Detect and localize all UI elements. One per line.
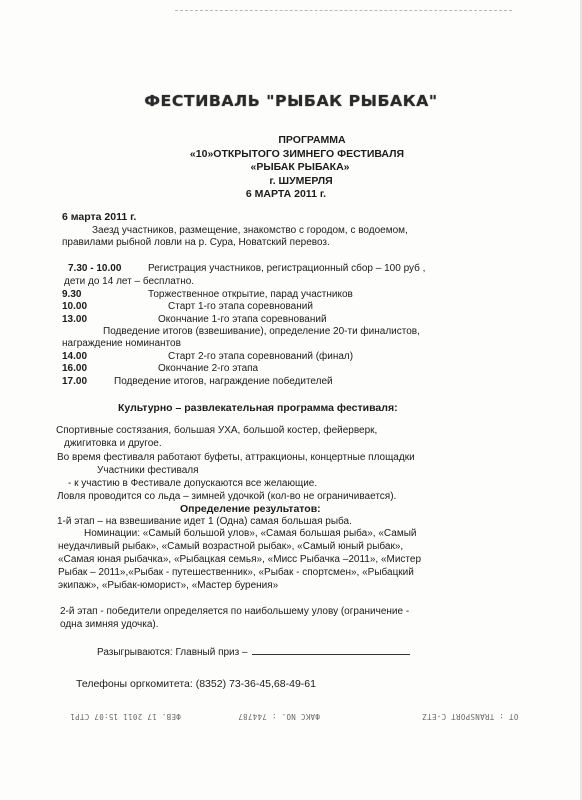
culture-line: Участники фестиваля <box>97 465 199 476</box>
schedule-text: Регистрация участников, регистрационный сбор – 100 руб , <box>148 263 426 274</box>
program-heading: ПРОГРАММА <box>278 134 346 146</box>
schedule-text: Старт 2-го этапа соревнований (финал) <box>168 351 354 362</box>
schedule-text: Торжественное открытие, парад участников <box>148 289 353 300</box>
stage2-line: одна зимняя удочка). <box>60 619 159 630</box>
schedule-time: 16.00 <box>62 363 88 374</box>
schedule-time: 13.00 <box>62 314 88 325</box>
schedule-time: 10.00 <box>62 301 88 312</box>
schedule-text: Подведение итогов (взвешивание), определение 20-ти финалистов, <box>103 326 420 337</box>
culture-line: джигитовка и другое. <box>64 438 162 449</box>
prize-label: Разыгрываются: Главный приз – <box>97 647 248 658</box>
fax-header-line <box>175 10 512 11</box>
schedule-text: Окончание 2-го этапа <box>158 363 259 374</box>
program-line-2: «10»ОТКРЫТОГО ЗИМНЕГО ФЕСТИВАЛЯ <box>189 147 405 160</box>
program-city: г. ШУМЕРЛЯ <box>269 174 333 187</box>
program-date: 6 МАРТА 2011 г. <box>245 188 327 200</box>
festival-title: ФЕСТИВАЛЬ "РЫБАК РЫБАКА" <box>144 92 438 110</box>
schedule-text: Старт 1-го этапа соревнований <box>168 301 313 312</box>
culture-line: Спортивные состязания, большая УХА, большой костер, фейерверк, <box>56 425 378 436</box>
fax-footer <box>0 712 582 726</box>
schedule-text: Подведение итогов, награждение победителей <box>114 376 333 387</box>
prize-line <box>97 645 410 660</box>
schedule-time: 17.00 <box>62 376 88 387</box>
fax-footer-sender: OT : TRANSPORT C-ETZ <box>422 712 519 721</box>
fax-footer-number: ФАКС NO. : 744787 <box>238 712 320 721</box>
schedule-text: Окончание 1-го этапа соревнований <box>158 314 327 325</box>
results-title: Определение результатов: <box>180 503 321 515</box>
schedule-time: 14.00 <box>62 351 88 362</box>
intro-line-2: правилами рыбной ловли на р. Сура, Новатский перевоз. <box>62 237 330 248</box>
phones-line: Телефоны оргкомитета: (8352) 73-36-45,68-49-61 <box>76 678 316 690</box>
results-line: неудачливый рыбак», «Самый возрастной рыбак», «Самый юный рыбак», <box>58 541 404 552</box>
results-line: Рыбак – 2011»,«Рыбак - путешественник», «Рыбак - спортсмен», «Рыбацкий <box>58 567 414 578</box>
fax-footer-datetime: ФЕВ. 17 2011 15:07 СТР1 <box>70 712 181 721</box>
results-line: Номинации: «Самый большой улов», «Самая большая рыба», «Самый <box>84 528 417 539</box>
results-line: 1-й этап – на взвешивание идет 1 (Одна) самая большая рыба. <box>57 516 352 527</box>
results-line: экипаж», «Рыбак-юморист», «Мастер бурения» <box>58 580 279 591</box>
schedule-time: 9.30 <box>62 289 82 300</box>
intro-line-1: Заезд участников, размещение, знакомство с городом, с водоемом, <box>92 225 408 236</box>
schedule-text-cont: награждение номинантов <box>62 338 181 349</box>
culture-line: Во время фестиваля работают буфеты, аттракционы, концертные площадки <box>57 452 415 463</box>
schedule-time: 7.30 - 10.00 <box>68 263 122 274</box>
date-heading: 6 марта 2011 г. <box>62 211 137 223</box>
stage2-line: 2-й этап - победители определяется по наибольшему улову (ограничение - <box>60 606 410 617</box>
culture-title: Культурно – развлекательная программа фестиваля: <box>118 402 398 414</box>
prize-blank <box>252 645 410 655</box>
culture-line: - к участию в Фестивале допускаются все желающие. <box>68 478 318 489</box>
program-header <box>0 134 582 202</box>
culture-line: Ловля проводится со льда – зимней удочкой (кол-во не ограничивается). <box>57 491 397 502</box>
program-line-3: «РЫБАК РЫБАКА» <box>250 161 350 173</box>
schedule-text-cont: дети до 14 лет – бесплатно. <box>64 276 195 287</box>
results-line: «Самая юная рыбачка», «Рыбацкая семья», «Мисс Рыбачка –2011», «Мистер <box>58 554 422 565</box>
